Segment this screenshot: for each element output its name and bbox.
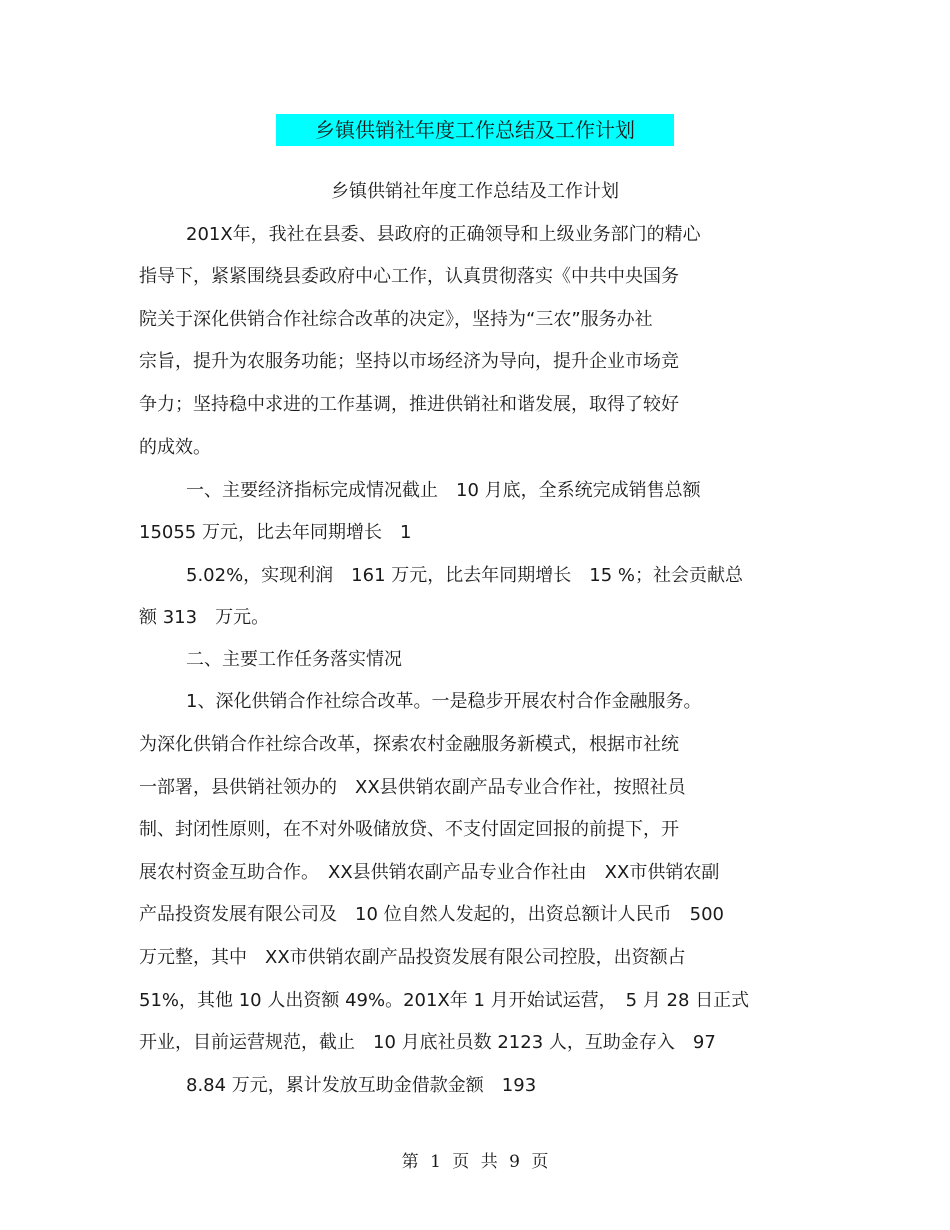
paragraph-line: 开业，目前运营规范，截止 10 月底社员数 2123 人，互助金存入 97: [139, 1032, 716, 1053]
paragraph-line: 展农村资金互助合作。 XX县供销农副产品专业合作社由 XX市供销农副: [139, 862, 720, 883]
paragraph-line: 产品投资发展有限公司及 10 位自然人发起的，出资总额计人民币 500: [139, 904, 724, 925]
paragraph-line: 万元整，其中 XX市供销农副产品投资发展有限公司控股，出资额占: [139, 947, 686, 968]
document-subtitle: 乡镇供销社年度工作总结及工作计划: [331, 181, 619, 202]
paragraph-line: 争力；坚持稳中求进的工作基调，推进供销社和谐发展，取得了较好: [139, 394, 679, 415]
document-title: 乡镇供销社年度工作总结及工作计划: [276, 114, 674, 146]
paragraph-line: 8.84 万元，累计发放互助金借款金额 193: [186, 1075, 537, 1096]
paragraph-line: 201X年，我社在县委、县政府的正确领导和上级业务部门的精心: [186, 224, 701, 245]
paragraph-line: 1、深化供销合作社综合改革。一是稳步开展农村合作金融服务。: [186, 691, 702, 712]
paragraph-line: 51%，其他 10 人出资额 49%。201X年 1 月开始试运营， 5 月 28 日正式: [139, 990, 750, 1011]
paragraph-line: 一部署，县供销社领办的 XX县供销农副产品专业合作社，按照社员: [139, 777, 686, 798]
paragraph-line: 一、主要经济指标完成情况截止 10 月底，全系统完成销售总额: [186, 480, 701, 501]
paragraph-line: 宗旨，提升为农服务功能；坚持以市场经济为导向，提升企业市场竞: [139, 351, 679, 372]
section-heading: 二、主要工作任务落实情况: [186, 649, 402, 670]
paragraph-line: 15055 万元，比去年同期增长 1: [139, 522, 412, 543]
paragraph-line: 5.02%，实现利润 161 万元，比去年同期增长 15 %；社会贡献总: [186, 565, 743, 586]
paragraph-line: 的成效。: [139, 437, 211, 458]
paragraph-line: 指导下，紧紧围绕县委政府中心工作，认真贯彻落实《中共中央国务: [139, 266, 679, 287]
paragraph-line: 为深化供销合作社综合改革，探索农村金融服务新模式，根据市社统: [139, 734, 679, 755]
paragraph-line: 制、封闭性原则，在不对外吸储放贷、不支付固定回报的前提下，开: [139, 819, 679, 840]
paragraph-line: 院关于深化供销合作社综合改革的决定》，坚持为“三农”服务办社: [139, 309, 653, 330]
paragraph-line: 额 313 万元。: [139, 607, 270, 628]
page-footer: 第 1 页 共 9 页: [401, 1152, 549, 1172]
